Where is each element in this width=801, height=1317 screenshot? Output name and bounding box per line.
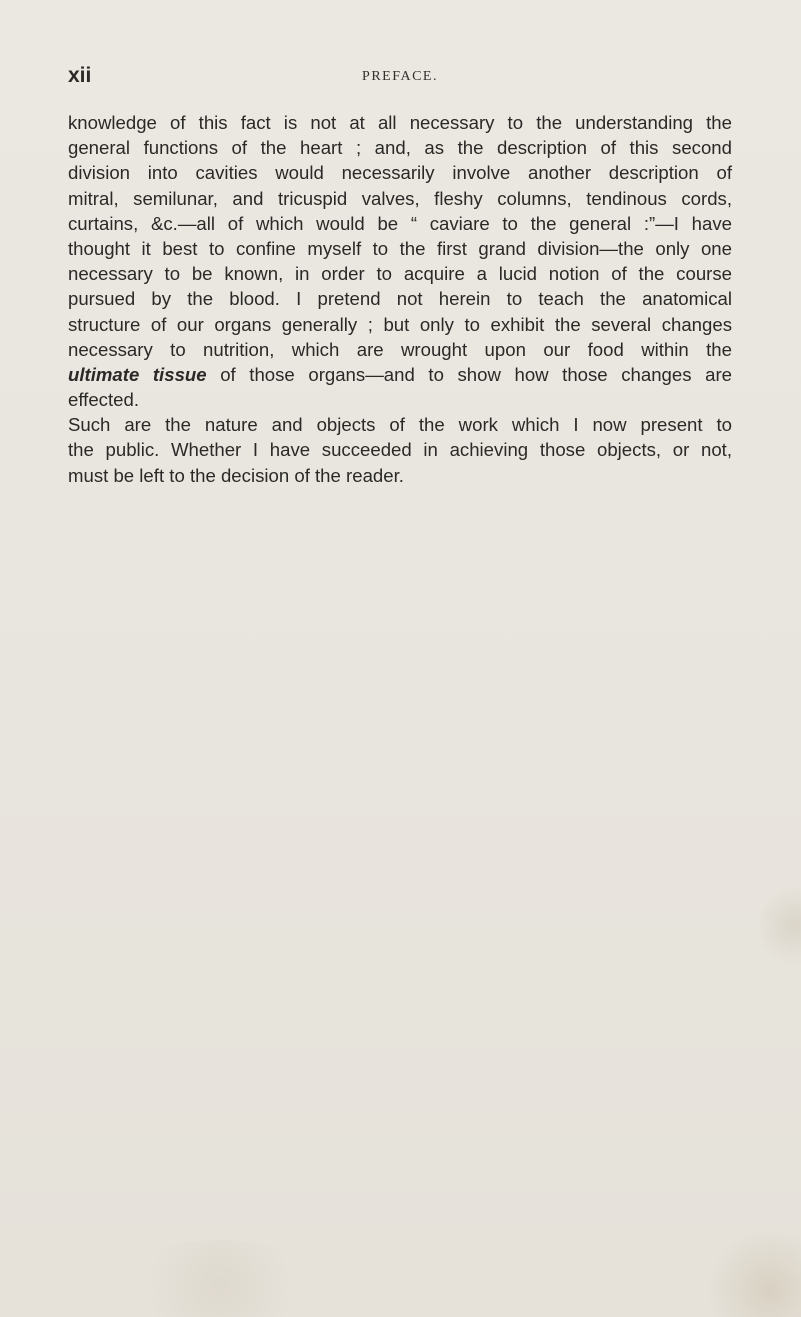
- text-line-remainder: of those organs—and to show how those changes are: [206, 363, 732, 385]
- text-line: general functions of the heart ; and, as the description of this second: [68, 137, 732, 159]
- text-line: the public. Whether I have succeeded in achieving those objects, or not,: [68, 439, 732, 461]
- text-line: pursued by the blood. I pretend not herein to teach the anatomical: [68, 288, 732, 310]
- text-line: necessary to be known, in order to acquire a lucid notion of the course: [68, 263, 732, 285]
- paper-stain: [120, 1240, 320, 1317]
- page-header: [68, 64, 732, 88]
- text-line: division into cavities would necessarily involve another description of: [68, 162, 732, 184]
- text-line: curtains, &c.—all of which would be “ caviare to the general :”—I have: [68, 212, 732, 234]
- paragraph-first-line: Such are the nature and objects of the work which I now present to: [68, 414, 732, 436]
- text-line: structure of our organs generally ; but only to exhibit the several changes: [68, 313, 732, 335]
- running-head: PREFACE.: [362, 69, 438, 84]
- text-line: knowledge of this fact is not at all necessary to the understanding the: [68, 112, 732, 133]
- text-line: must be left to the decision of the reader.: [68, 464, 404, 486]
- text-line-with-emphasis: [68, 362, 732, 387]
- page-number: xii: [68, 64, 92, 87]
- text-line: effected.: [68, 389, 139, 411]
- paper-stain: [700, 1230, 801, 1317]
- paper-stain: [760, 880, 801, 970]
- text-line: thought it best to confine myself to the first grand division—the only one: [68, 237, 732, 259]
- text-line: mitral, semilunar, and tricuspid valves, fleshy columns, tendinous cords,: [68, 187, 732, 209]
- text-line: necessary to nutrition, which are wrought upon our food within the: [68, 338, 732, 360]
- emphasis-ultimate-tissue: ultimate tissue: [68, 363, 207, 385]
- body-text: [68, 110, 732, 488]
